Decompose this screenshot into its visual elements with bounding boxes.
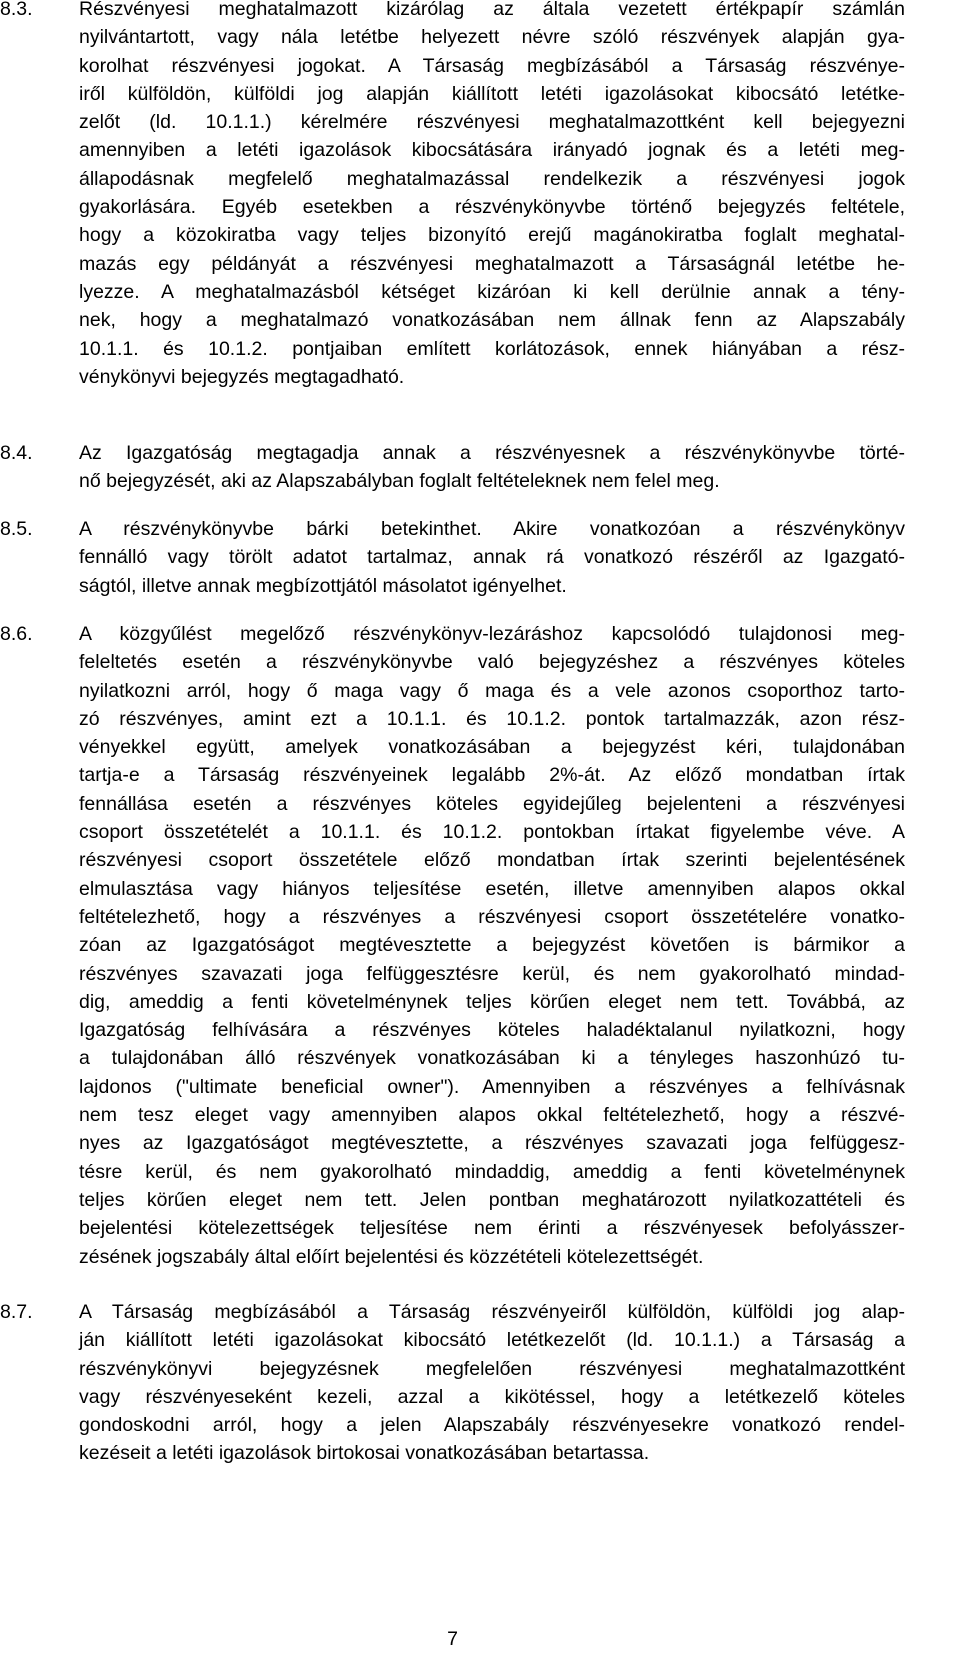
- text-line: Az Igazgatóság megtagadja annak a részvényesnek a részvénykönyvbe törté-: [79, 442, 905, 464]
- text-line: A közgyűlést megelőző részvénykönyv-lezáráshoz kapcsolódó tulajdonosi meg-: [79, 623, 905, 645]
- text-line: fennálló vagy törölt adatot tartalmaz, annak rá vonatkozó részéről az Igazgató-: [79, 546, 905, 569]
- text-line: nő bejegyzését, aki az Alapszabályban foglalt feltételeknek nem felel meg.: [79, 470, 720, 493]
- text-line: zésének jogszabály által előírt bejelentési és közzétételi kötelezettségét.: [79, 1245, 704, 1268]
- text-line: hogy a közokiratba vagy teljes bizonyító erejű magánokiratba foglalt meghatal-: [79, 224, 905, 247]
- text-line: zóan az Igazgatóságot megtévesztette a bejegyzést követően is bármikor a: [79, 934, 905, 957]
- section-number: 8.3.: [0, 0, 33, 20]
- page-number-text: 7: [447, 1628, 458, 1650]
- text-line: korolhat részvényesi jogokat. A Társaság megbízásából a Társaság részvénye-: [79, 54, 905, 77]
- text-line: részvényes szavazati joga felfüggesztésre kerül, és nem gyakorolható mindad-: [79, 962, 905, 985]
- text-line: vagy részvényeseként kezeli, azzal a kikötéssel, hogy a letétkezelő köteles: [79, 1385, 905, 1408]
- section-text: [79, 620, 905, 1271]
- text-line: fennállása esetén a részvényes köteles egyidejűleg bejelenteni a részvényesi: [79, 792, 905, 815]
- text-line: Igazgatóság felhívására a részvényes köteles haladéktalanul nyilatkozni, hogy: [79, 1019, 905, 1042]
- text-line: lajdonos ("ultimate beneficial owner"). Amennyiben a részvényes a felhívásnak: [79, 1075, 905, 1098]
- text-line: nyilatkozni arról, hogy ő maga vagy ő maga és a vele azonos csoporthoz tarto-: [79, 679, 905, 702]
- text-line: zó részvényes, amint ezt a 10.1.1. és 10.1.2. pontok tartalmazzák, azon rész-: [79, 707, 905, 730]
- text-line: részvényesi csoport összetétele előző mondatban írtak szerinti bejelentésének: [79, 849, 905, 872]
- text-line: A részvénykönyvbe bárki betekinthet. Akire vonatkozóan a részvénykönyv: [79, 518, 905, 540]
- text-line: dig, ameddig a fenti követelménynek teljes körűen eleget nem tett. Továbbá, az: [79, 990, 905, 1013]
- text-line: iről külföldön, külföldi jog alapján kiállított letéti igazolásokat kibocsátó letétke-: [79, 82, 905, 105]
- text-line: nem tesz eleget vagy amennyiben alapos okkal feltételezhető, hogy a részvé-: [79, 1104, 905, 1127]
- section-number: 8.5.: [0, 518, 33, 540]
- text-line: részvénykönyvi bejegyzésnek megfelelően részvényesi meghatalmazottként: [79, 1357, 905, 1380]
- section-number: 8.7.: [0, 1301, 33, 1323]
- text-line: amennyiben a letéti igazolások kibocsátására irányadó jognak és a letéti meg-: [79, 139, 905, 162]
- section-text: [79, 439, 905, 496]
- text-line: nyilvántartott, vagy nála letétbe helyezett névre szóló részvények alapján gya-: [79, 26, 905, 49]
- text-line: feleltetés esetén a részvénykönyvbe való bejegyzéshez a részvényes köteles: [79, 651, 905, 674]
- text-line: csoport összetételét a 10.1.1. és 10.1.2. pontokban írtakat figyelembe véve. A: [79, 821, 905, 844]
- text-line: mazás egy példányát a részvényesi meghatalmazott a Társaságnál letétbe he-: [79, 252, 905, 275]
- text-line: bejelentési kötelezettségek teljesítése nem érinti a részvényesek befolyásszer-: [79, 1217, 905, 1240]
- text-line: A Társaság megbízásából a Társaság részvényeiről külföldön, külföldi jog alap-: [79, 1301, 905, 1323]
- text-line: ján kiállított letéti igazolásokat kibocsátó letétkezelőt (ld. 10.1.1.) a Társaság a: [79, 1329, 905, 1352]
- text-line: feltételezhető, hogy a részvényes a részvényesi csoport összetételére vonatko-: [79, 905, 905, 928]
- section-number: 8.6.: [0, 623, 33, 645]
- section-text: [79, 0, 905, 391]
- text-line: zelőt (ld. 10.1.1.) kérelmére részvényesi meghatalmazottként kell bejegyezni: [79, 111, 905, 134]
- section-text: [79, 515, 905, 600]
- text-line: nyes az Igazgatóságot megtévesztette, a részvényes szavazati joga felfüggesz-: [79, 1132, 905, 1155]
- text-line: ságtól, illetve annak megbízottjától másolatot igényelhet.: [79, 574, 567, 597]
- text-line: lyezze. A meghatalmazásból kétséget kizáróan ki kell derülnie annak a tény-: [79, 280, 905, 303]
- text-line: a tulajdonában álló részvények vonatkozásában ki a tényleges haszonhúzó tu-: [79, 1047, 905, 1070]
- section-text: [79, 1298, 905, 1468]
- text-line: állapodásnak megfelelő meghatalmazással rendelkezik a részvényesi jogok: [79, 167, 905, 190]
- text-line: 10.1.1. és 10.1.2. pontjaiban említett korlátozások, ennek hiányában a rész-: [79, 337, 905, 360]
- text-line: gondoskodni arról, hogy a jelen Alapszabály részvényesekre vonatkozó rendel-: [79, 1414, 905, 1437]
- text-line: tésre kerül, és nem gyakorolható mindaddig, ameddig a fenti követelménynek: [79, 1160, 905, 1183]
- text-line: teljes körűen eleget nem tett. Jelen pontban meghatározott nyilatkozattételi és: [79, 1188, 905, 1211]
- section-number: 8.4.: [0, 442, 33, 464]
- text-line: kezéseit a letéti igazolások birtokosai vonatkozásában betartassa.: [79, 1442, 650, 1465]
- text-line: elmulasztása vagy hiányos teljesítése esetén, illetve amennyiben alapos okkal: [79, 877, 905, 900]
- text-line: tartja-e a Társaság részvényeinek legalább 2%-át. Az előző mondatban írtak: [79, 764, 905, 787]
- text-line: Részvényesi meghatalmazott kizárólag az általa vezetett értékpapír számlán: [79, 0, 905, 20]
- text-line: vényekkel együtt, amelyek vonatkozásában a bejegyzést kéri, tulajdonában: [79, 736, 905, 759]
- text-line: vénykönyvi bejegyzés megtagadható.: [79, 365, 405, 388]
- text-line: nek, hogy a meghatalmazó vonatkozásában nem állnak fenn az Alapszabály: [79, 309, 905, 332]
- page-number: [0, 1625, 905, 1653]
- text-line: gyakorlására. Egyéb esetekben a részvénykönyvbe történő bejegyzés feltétele,: [79, 196, 905, 219]
